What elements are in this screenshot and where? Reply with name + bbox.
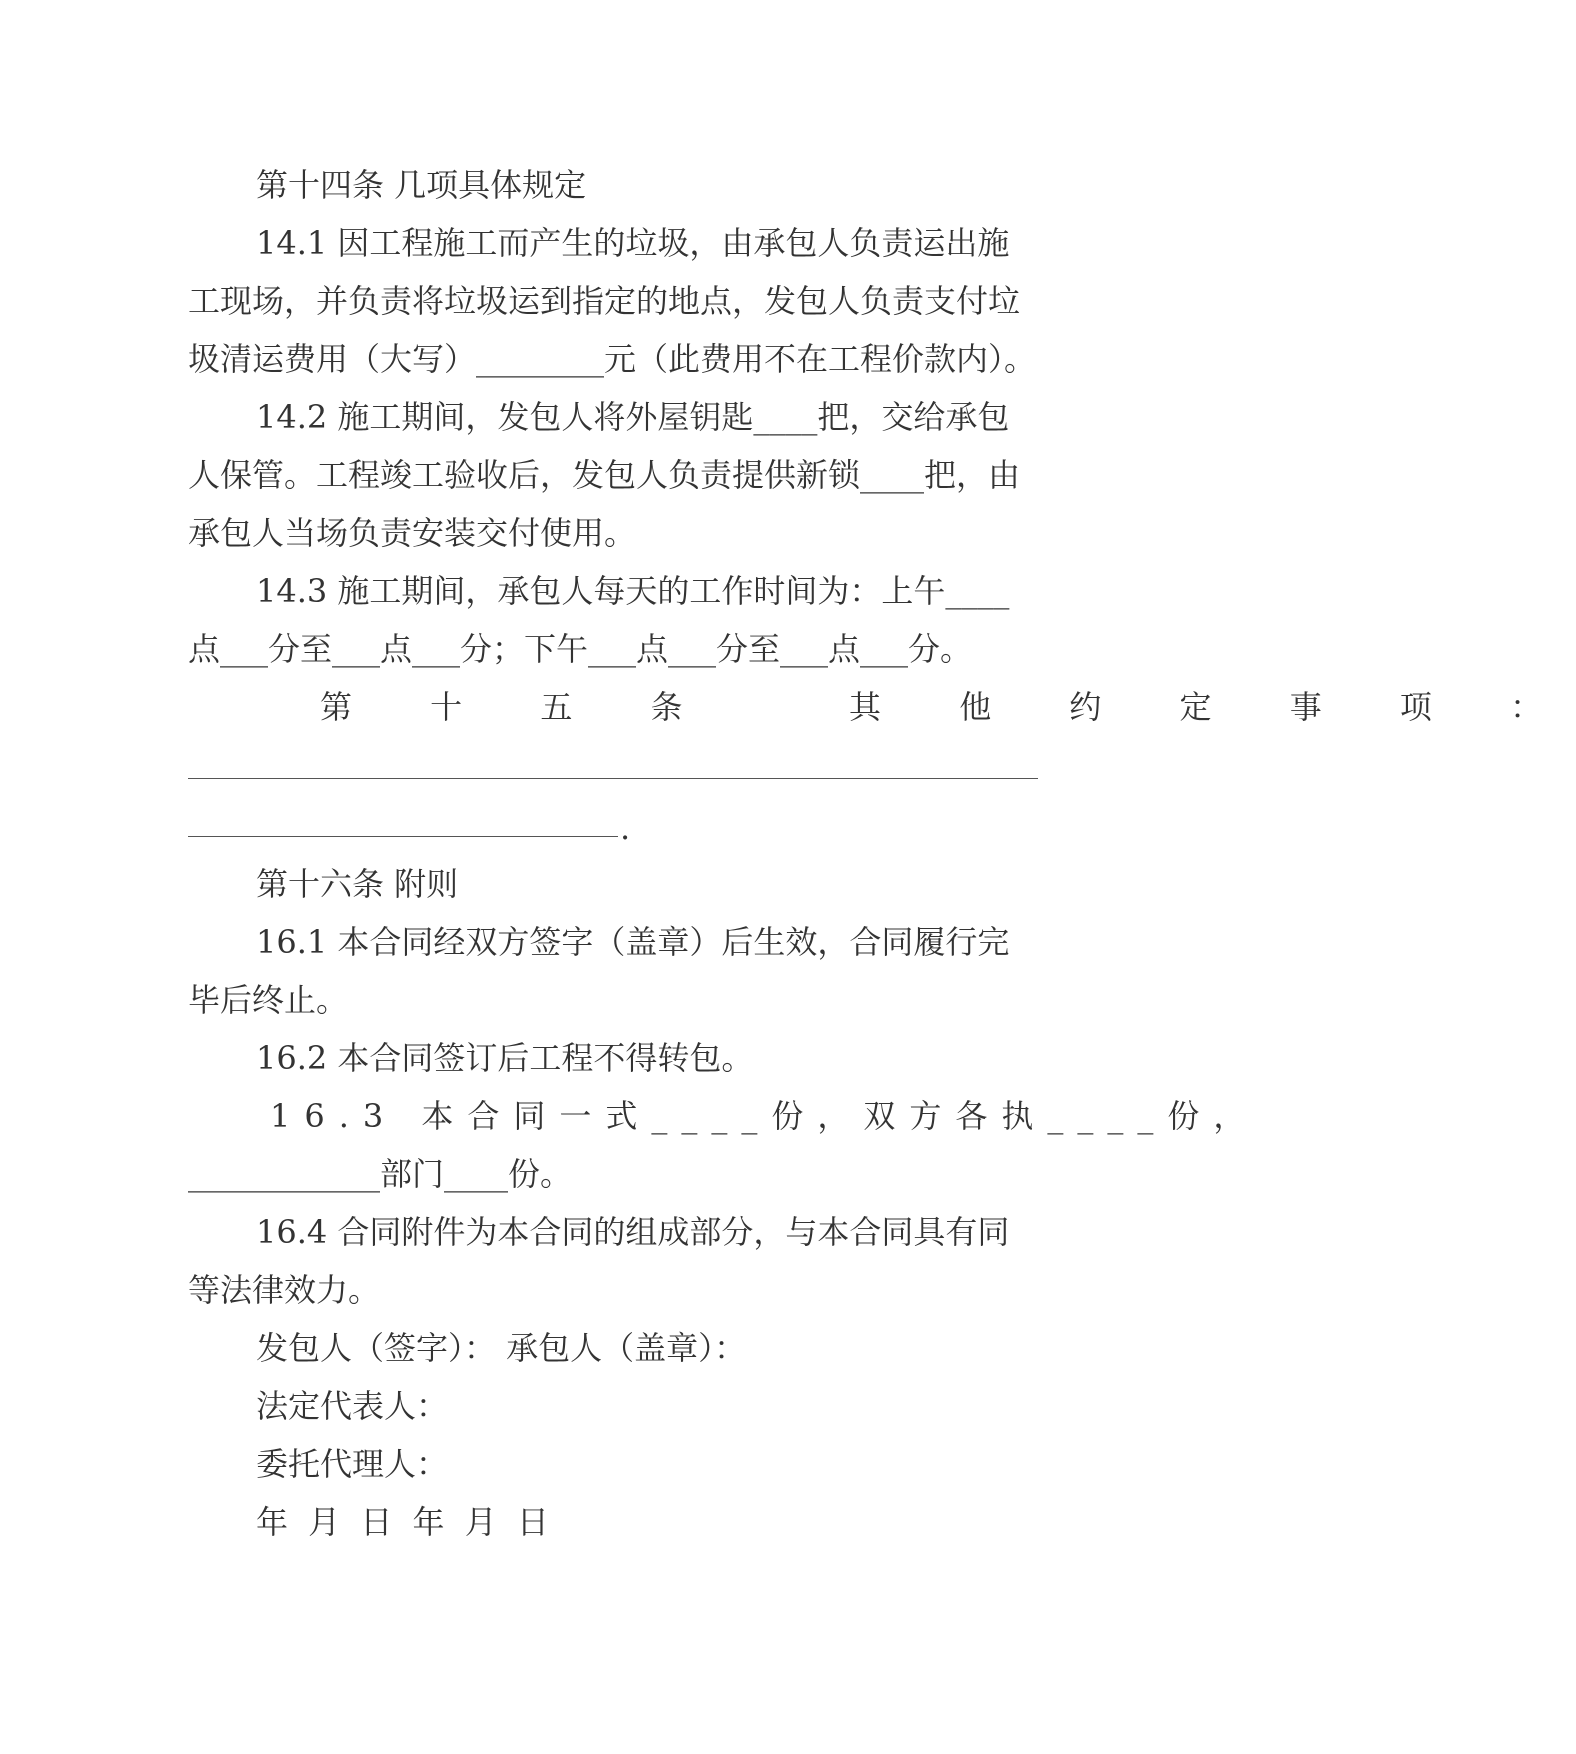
- clause-14-1-line-3: 圾清运费用（大写）________元（此费用不在工程价款内）。: [188, 340, 1037, 378]
- clause-16-1-line-1: 16.1 本合同经双方签字（盖章）后生效，合同履行完: [256, 923, 1010, 961]
- clause-16-3-line-1: 16.3 本合同一式____份，双方各执____份，: [270, 1097, 1260, 1135]
- section-15-heading: 第 十 五 条 其 他 约 定 事 项 ：: [320, 688, 1576, 726]
- clause-16-4-line-1: 16.4 合同附件为本合同的组成部分，与本合同具有同: [256, 1213, 1010, 1251]
- section-16-heading: 第十六条 附则: [256, 865, 459, 903]
- blank-fill-period: .: [620, 809, 631, 847]
- clause-14-1-line-2: 工现场，并负责将垃圾运到指定的地点，发包人负责支付垃: [188, 282, 1021, 320]
- clause-14-3-line-2: 点___分至___点___分；下午___点___分至___点___分。: [188, 630, 973, 668]
- authorized-agent: 委托代理人：: [256, 1445, 449, 1483]
- clause-16-1-line-2: 毕后终止。: [188, 981, 349, 1019]
- blank-fill-line-2: [188, 836, 618, 837]
- clause-14-1-line-1: 14.1 因工程施工而产生的垃圾，由承包人负责运出施: [256, 224, 1010, 262]
- clause-14-2-line-3: 承包人当场负责安装交付使用。: [188, 514, 637, 552]
- blank-fill-line-1: [188, 778, 1038, 779]
- clause-16-3-line-2: ____________部门____份。: [188, 1155, 573, 1193]
- clause-14-2-line-2: 人保管。工程竣工验收后，发包人负责提供新锁____把，由: [188, 456, 1021, 494]
- signature-dates: 年 月 日 年 月 日: [256, 1503, 549, 1541]
- clause-14-3-line-1: 14.3 施工期间，承包人每天的工作时间为：上午____: [256, 572, 1010, 610]
- legal-representative: 法定代表人：: [256, 1387, 449, 1425]
- clause-16-2: 16.2 本合同签订后工程不得转包。: [256, 1039, 754, 1077]
- clause-16-4-line-2: 等法律效力。: [188, 1271, 381, 1309]
- clause-14-2-line-1: 14.2 施工期间，发包人将外屋钥匙____把，交给承包: [256, 398, 1010, 436]
- section-14-heading: 第十四条 几项具体规定: [256, 166, 587, 204]
- signature-parties: 发包人（签字）： 承包人（盖章）：: [256, 1329, 747, 1367]
